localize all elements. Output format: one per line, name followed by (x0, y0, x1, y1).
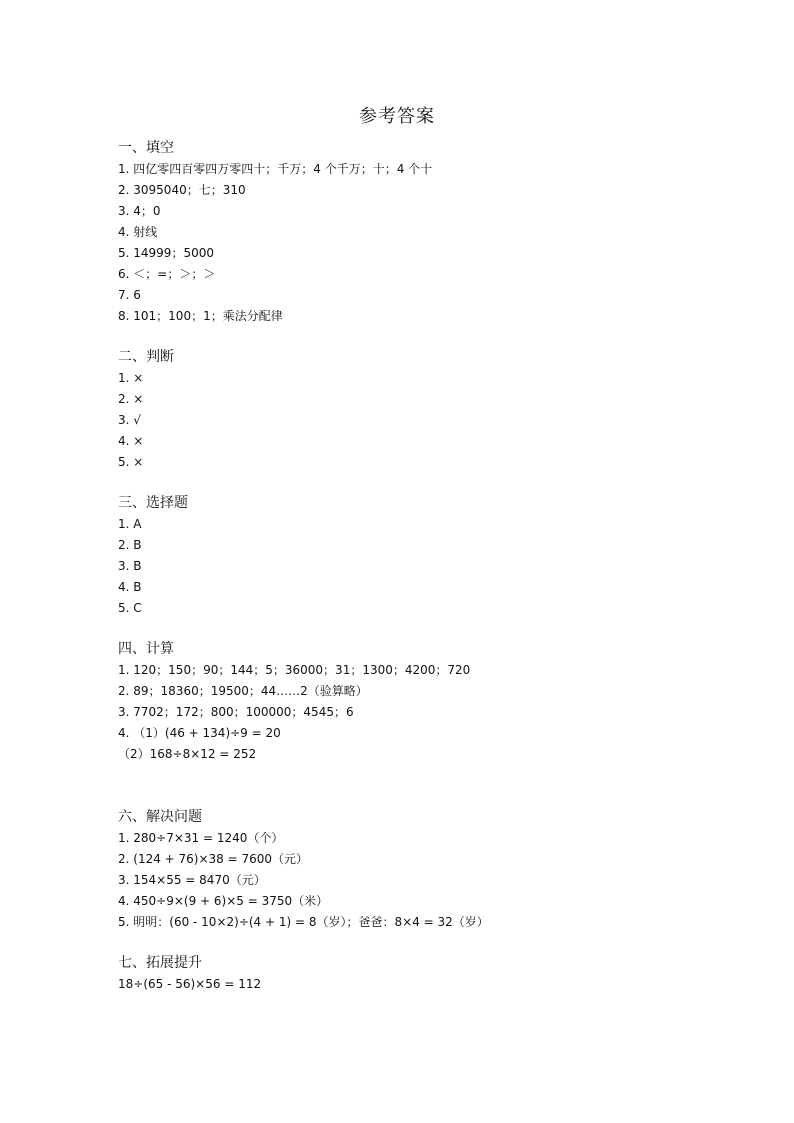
answer-line: 2. B (118, 538, 142, 552)
answer-line: 1. 四亿零四百零四万零四十；千万；4 个千万；十；4 个十 (118, 162, 433, 176)
answer-line: 3. 7702；172；800；100000；4545；6 (118, 705, 354, 719)
answer-line: 4. 射线 (118, 225, 158, 239)
answer-line: 5. × (118, 455, 144, 469)
answer-line: 1. × (118, 371, 144, 385)
answer-line: 18÷(65 - 56)×56 = 112 (118, 977, 262, 991)
answer-line: 4. 450÷9×(9 + 6)×5 = 3750（米） (118, 894, 329, 908)
section-multiple-choice (118, 493, 758, 619)
answer-line: 4. B (118, 580, 142, 594)
answer-line: 1. A (118, 517, 142, 531)
answer-line: 3. 154×55 = 8470（元） (118, 873, 266, 887)
answer-line: 5. C (118, 601, 142, 615)
section-calculation (118, 639, 758, 765)
answer-line: 5. 14999；5000 (118, 246, 214, 260)
answer-line: 2. 3095040；七；310 (118, 183, 246, 197)
section-heading: 一、填空 (118, 140, 174, 156)
answer-line: 5. 明明：(60 - 10×2)÷(4 + 1) = 8（岁）；爸爸：8×4 = 32（岁） (118, 915, 489, 929)
section-heading: 六、解决问题 (118, 809, 202, 825)
answer-line: 4. （1）(46 + 134)÷9 = 20 (118, 726, 281, 740)
answer-content (118, 138, 758, 995)
section-true-false (118, 347, 758, 473)
section-heading: 四、计算 (118, 641, 174, 657)
answer-line: （2）168÷8×12 = 252 (118, 747, 257, 761)
answer-line: 1. 120；150；90；144；5；36000；31；1300；4200；720 (118, 663, 471, 677)
answer-line: 3. √ (118, 413, 141, 427)
answer-line: 2. (124 + 76)×38 = 7600（元） (118, 852, 309, 866)
section-heading: 七、拓展提升 (118, 955, 202, 971)
section-heading: 三、选择题 (118, 495, 188, 511)
section-heading: 二、判断 (118, 349, 174, 365)
answer-line: 2. × (118, 392, 144, 406)
section-word-problems (118, 807, 758, 933)
answer-line: 2. 89；18360；19500；44……2（验算略） (118, 684, 368, 698)
answer-line: 8. 101；100；1；乘法分配律 (118, 309, 283, 323)
section-fill-in (118, 138, 758, 327)
answer-line: 6. ＜；=；＞；＞ (118, 267, 216, 281)
answer-line: 4. × (118, 434, 144, 448)
answer-line: 3. 4；0 (118, 204, 161, 218)
answer-line: 3. B (118, 559, 142, 573)
answer-line: 1. 280÷7×31 = 1240（个） (118, 831, 284, 845)
page-title: 参考答案 (359, 106, 435, 127)
answer-line: 7. 6 (118, 288, 141, 302)
section-extension (118, 953, 758, 995)
